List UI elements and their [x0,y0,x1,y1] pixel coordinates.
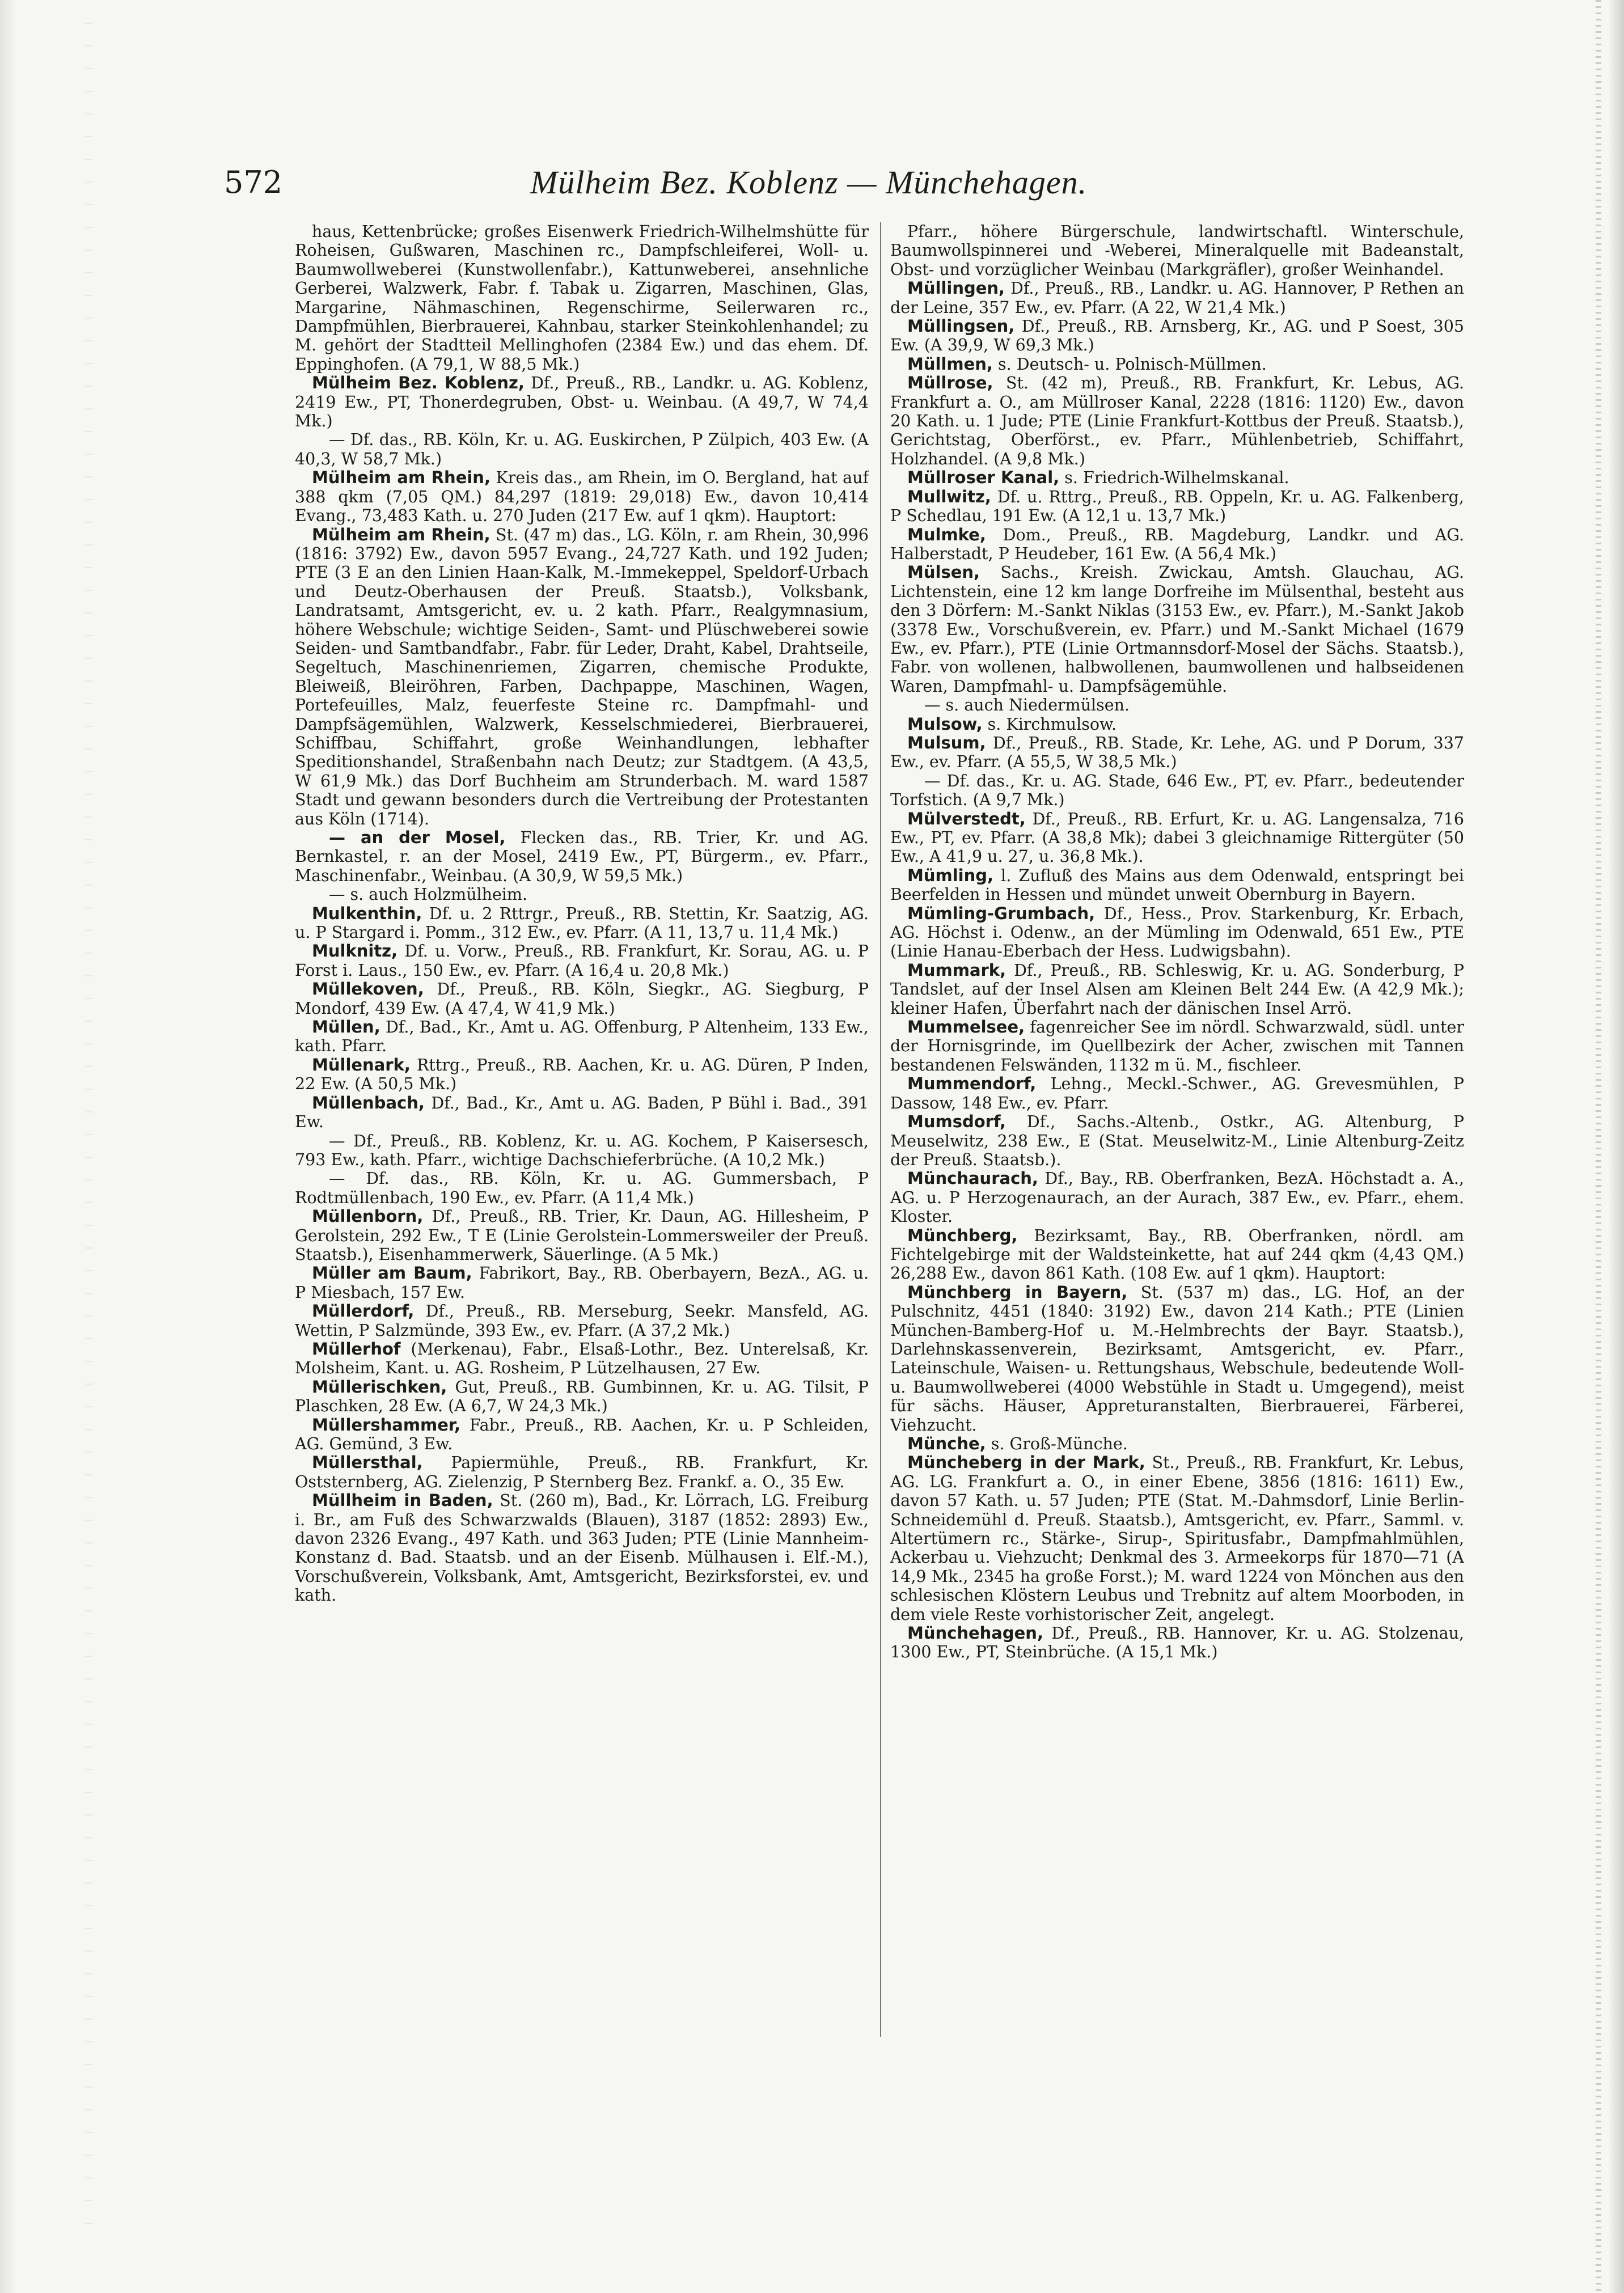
entry-text: Rttrg., Preuß., RB. Aachen, Kr. u. AG. Düren, P Inden, 22 Ew. (A 50,5 Mk.) [295,1055,869,1094]
entry-text: s. Groß-Münche. [991,1435,1128,1453]
entry-text: Df., Bay., RB. Oberfranken, BezA. Höchstadt a. A., AG. u. P Herzogenaurach, an der Aurach, 387 Ew., ev. Pfarr., ehem. Kloster. [890,1169,1464,1226]
entry-text: Df., Preuß., RB. Schleswig, Kr. u. AG. Sonderburg, P Tandslet, auf der Insel Alsen am Kleinen Belt 244 Ew. (A 42,9 Mk.); kleiner Hafen, Überfahrt nach der dänischen Insel Arrö. [890,961,1464,1018]
entry-text: Bezirksamt, Bay., RB. Oberfranken, nördl. am Fichtelgebirge mit der Waldsteinkette, hat auf 244 qkm (4,43 QM.) 26,288 Ew., davon 861 Kath. (108 Ew. auf 1 qkm). Hauptort: [890,1226,1464,1283]
entry-headword: Mülsen, [907,562,980,582]
gutter-marks [85,23,93,2234]
dictionary-entry [890,279,1464,317]
entry-text: Lehng., Meckl.-Schwer., AG. Grevesmühlen, P Dassow, 148 Ew., ev. Pfarr. [890,1074,1464,1112]
entry-text: — Df. das., RB. Köln, Kr. u. AG. Euskirchen, P Zülpich, 403 Ew. (A 40,3, W 58,7 Mk.) [295,430,869,468]
dictionary-entry [295,885,869,904]
entry-text: Df., Bad., Kr., Amt u. AG. Baden, P Bühl i. Bad., 391 Ew. [295,1093,869,1132]
page-edge-shadow [1596,0,1601,2293]
entry-text: Df., Preuß., RB. Arnsberg, Kr., AG. und P Soest, 305 Ew. (A 39,9, W 69,3 Mk.) [890,317,1464,355]
dictionary-entry [295,1018,869,1056]
entry-headword: Münchberg in Bayern, [907,1282,1128,1302]
entry-text: Sachs., Kreish. Zwickau, Amtsh. Glauchau, AG. Lichtenstein, eine 12 km lange Dorfreihe im Mülsenthal, besteht aus den 3 Dörfern: M.-Sankt Niklas (3153 Ew., ev. Pfarr.), M.-Sankt Jakob (3378 Ew., Vorschußverein, ev. Pfarr.) und M.-Sankt Michael (1679 Ew., ev. Pfarr.), PTE (Linie Ortmannsdorf-Mosel der Sächs. Staatsb.), Fabr. von wollenen, halbwollenen, baumwollenen und halbseidenen Waren, Dampfmahl- u. Dampfsägemühle. [890,563,1464,696]
entry-headword: Münchberg, [907,1225,1018,1245]
entry-text: St. (537 m) das., LG. Hof, an der Pulschnitz, 4451 (1840: 3192) Ew., davon 214 Kath.; PTE (Linien München-Bamberg-Hof u. M.-Helmbrechts der Bayr. Staatsb.), Darlehnskassenverein, Bezirksamt, Amtsgericht, ev. Pfarr., Lateinschule, Waisen- u. Rettungshaus, Webschule, bedeutende Woll- u. Baumwollweberei (4000 Webstühle in Stadt u. Umgegend), meist für sächs. Häuser, Appreturanstalten, Bierbrauerei, Färberei, Viehzucht. [890,1283,1464,1435]
entry-text: s. Friedrich-Wilhelmskanal. [1064,468,1289,488]
dictionary-entry [890,1074,1464,1112]
dictionary-entry [890,810,1464,866]
entry-text: Gut, Preuß., RB. Gumbinnen, Kr. u. AG. Tilsit, P Plaschken, 28 Ew. (A 6,7, W 24,3 Mk.) [295,1377,869,1416]
entry-headword: Müllrose, [907,373,993,393]
entry-text: Pfarr., höhere Bürgerschule, landwirtschaftl. Winterschule, Baumwollspinnerei und -Weberei, Mineralquelle mit Badeanstalt, Obst- und vorzüglicher Weinbau (Markgräfler), großer Weinhandel. [890,222,1464,279]
entry-text: Fabr., Preuß., RB. Aachen, Kr. u. P Schleiden, AG. Gemünd, 3 Ew. [295,1415,869,1453]
entry-text: — Df., Preuß., RB. Koblenz, Kr. u. AG. Kochem, P Kaisersesch, 793 Ew., kath. Pfarr., wichtige Dachschieferbrüche. (A 10,2 Mk.) [295,1131,869,1169]
entry-headword: Müllheim in Baden, [312,1491,493,1511]
entry-text: St., Preuß., RB. Frankfurt, Kr. Lebus, AG. LG. Frankfurt a. O., in einer Ebene, 3856 (1816: 1611) Ew., davon 57 Kath. u. 57 Juden; PTE (Stat. M.-Dahmsdorf, Linie Berlin-Schneidemühl d. Preuß. Staatsb.), Amtsgericht, ev. Pfarr., Samml. v. Altertümern rc., Stärke-, Sirup-, Spiritusfabr., Dampfmahlmühlen, Ackerbau u. Viehzucht; Denkmal des 3. Armeekorps für 1870—71 (A 14,9 Mk., 2345 ha große Forst.); M. ward 1224 von Mönchen aus den schlesischen Klöstern Leubus und Trebnitz auf altem Moorboden, in dem viele Reste vorhistorischer Zeit, angelegt. [890,1453,1464,1624]
dictionary-entry [295,1132,869,1170]
entry-text: St. (260 m), Bad., Kr. Lörrach, LG. Freiburg i. Br., am Fuß des Schwarzwalds (Blauen), 3187 (1852: 2893) Ew., davon 2326 Evang., 497 Kath. und 363 Juden; PTE (Linie Mannheim-Konstanz d. Bad. Staatsb. und an der Eisenb. Mülhausen i. Elf.-M.), Vorschußverein, Volksbank, Amt, Amtsgericht, Bezirksforstei, ev. und kath. [295,1491,869,1605]
dictionary-entry [890,374,1464,468]
right-column [890,222,1464,2037]
entry-text: — s. auch Holzmülheim. [329,885,528,904]
entry-headword: Mummendorf, [907,1074,1037,1094]
entry-headword: Mummark, [907,960,1006,980]
dictionary-entry [295,1094,869,1132]
dictionary-entry [890,355,1464,374]
entry-headword: Mulsum, [907,733,986,752]
entry-headword: Müllenark, [312,1055,411,1074]
dictionary-entry [890,715,1464,734]
entry-headword: Müllershammer, [312,1415,460,1435]
entry-text: Df., Preuß., RB., Landkr. u. AG. Hannover, P Rethen an der Leine, 357 Ew., ev. Pfarr. (A 22, W 21,4 Mk.) [890,279,1464,317]
dictionary-entry [890,317,1464,355]
entry-headword: Müllerhof [312,1339,401,1359]
entry-headword: Münche, [907,1434,986,1453]
entry-text: Kreis das., am Rhein, im O. Bergland, hat auf 388 qkm (7,05 QM.) 84,297 (1819: 29,018) Ew., davon 10,414 Evang., 73,483 Kath. u. 270 Juden (217 Ew. auf 1 qkm). Hauptort: [295,468,869,526]
dictionary-entry [890,772,1464,810]
entry-text: l. Zufluß des Mains aus dem Odenwald, entspringt bei Beerfelden in Hessen und mündet unweit Obernburg in Bayern. [890,866,1464,904]
dictionary-entry [295,374,869,430]
dictionary-entry [295,468,869,525]
entry-text: Df., Bad., Kr., Amt u. AG. Offenburg, P Altenheim, 133 Ew., kath. Pfarr. [295,1018,869,1056]
entry-text: Dom., Preuß., RB. Magdeburg, Landkr. und AG. Halberstadt, P Heudeber, 161 Ew. (A 56,4 Mk.) [890,525,1464,563]
entry-text: Df., Preuß., RB. Hannover, Kr. u. AG. Stolzenau, 1300 Ew., PT, Steinbrüche. (A 15,1 Mk.) [890,1624,1464,1662]
entry-headword: Mülverstedt, [907,809,1026,828]
entry-text: s. Deutsch- u. Polnisch-Müllmen. [998,354,1267,374]
dictionary-entry [890,866,1464,904]
entry-headword: Müllerischken, [312,1377,447,1397]
dictionary-entry [295,942,869,980]
entry-text: haus, Kettenbrücke; großes Eisenwerk Friedrich-Wilhelmshütte für Roheisen, Gußwaren, Maschinen rc., Dampfschleiferei, Woll- u. Baumwollweberei (Kunstwollenfabr.), Kattunweberei, ansehnliche Gerberei, Walzwerk, Fabr. f. Tabak u. Zigarren, Maschinen, Glas, Margarine, Nähmaschinen, Regenschirme, Seilerwaren rc., Dampfmühlen, Bierbrauerei, Kahnbau, starker Steinkohlenhandel; zu M. gehört der Stadtteil Mellinghofen (2384 Ew.) und das ehem. Df. Eppinghofen. (A 79,1, W 88,5 Mk.) [295,222,869,374]
entry-headword: Mumsdorf, [907,1112,1006,1132]
entry-text: Df., Preuß., RB. Stade, Kr. Lehe, AG. und P Dorum, 337 Ew., ev. Pfarr. (A 55,5, W 38,5 Mk.) [890,733,1464,772]
dictionary-entry [295,1264,869,1302]
entry-text: Df. u. Rttrg., Preuß., RB. Oppeln, Kr. u. AG. Falkenberg, P Schedlau, 191 Ew. (A 12,1 u. 13,7 Mk.) [890,487,1464,526]
entry-headword: Müllersthal, [312,1453,423,1473]
entry-headword: Müllingsen, [907,316,1015,336]
page-number: 572 [224,164,283,200]
running-head-title: Mülheim Bez. Koblenz — Münchehagen. [530,164,1088,201]
entry-headword: Mulsow, [907,714,983,734]
dictionary-entry [295,1453,869,1491]
entry-text: — Df. das., Kr. u. AG. Stade, 646 Ew., PT, ev. Pfarr., bedeutender Torfstich. (A 9,7 Mk.) [890,771,1464,810]
entry-text: Df. u. Vorw., Preuß., RB. Frankfurt, Kr. Sorau, AG. u. P Forst i. Laus., 150 Ew., ev. Pfarr. (A 16,4 u. 20,8 Mk.) [295,942,869,980]
entry-text: — s. auch Niedermülsen. [924,696,1130,715]
entry-text: Fabrikort, Bay., RB. Oberbayern, BezA., AG. u. P Miesbach, 157 Ew. [295,1264,869,1302]
dictionary-entry [890,1283,1464,1435]
entry-text: St. (42 m), Preuß., RB. Frankfurt, Kr. Lebus, AG. Frankfurt a. O., am Müllroser Kanal, 2228 (1816: 1120) Ew., davon 20 Kath. u. 1 Jude; PTE (Linie Frankfurt-Kottbus der Preuß. Staatsb.), Gerichtstag, Oberförst., ev. Pfarr., Mühlenbetrieb, Schiffahrt, Holzhandel. (A 9,8 Mk.) [890,374,1464,468]
dictionary-entry [890,526,1464,564]
entry-headword: Müncheberg in der Mark, [907,1453,1145,1473]
dictionary-entry [295,1416,869,1454]
entry-text: Df., Preuß., RB. Köln, Siegkr., AG. Siegburg, P Mondorf, 439 Ew. (A 47,4, W 41,9 Mk.) [295,980,869,1018]
entry-text: s. Kirchmulsow. [987,714,1117,734]
dictionary-entry [295,1378,869,1416]
entry-text: Df. u. 2 Rttrgr., Preuß., RB. Stettin, Kr. Saatzig, AG. u. P Stargard i. Pomm., 312 Ew., ev. Pfarr. (A 11, 13,7 u. 11,4 Mk.) [295,904,869,942]
column-divider [880,222,881,2037]
dictionary-entry [295,980,869,1018]
dictionary-entry [890,488,1464,526]
dictionary-entry [295,1056,869,1094]
entry-headword: — an der Mosel, [329,828,506,847]
dictionary-entry [890,734,1464,772]
entry-headword: Mulmke, [907,524,986,544]
entry-headword: Mulkenthin, [312,903,422,923]
entry-headword: Müllen, [312,1017,380,1037]
entry-headword: Mülheim Bez. Koblenz, [312,373,525,393]
dictionary-entry [890,563,1464,696]
dictionary-entry [890,1624,1464,1662]
scan-edge-left [0,0,16,2293]
dictionary-entry [890,1169,1464,1226]
dictionary-entry [890,696,1464,714]
entry-headword: Müllmen, [907,354,993,374]
dictionary-entry [295,222,869,374]
entry-headword: Müllerdorf, [312,1301,415,1321]
entry-headword: Münchaurach, [907,1169,1038,1188]
left-column [295,222,869,2037]
entry-text: Df., Preuß., RB., Landkr. u. AG. Koblenz, 2419 Ew., PT, Thonerdegruben, Obst- u. Weinbau. (A 49,7, W 74,4 Mk.) [295,374,869,431]
entry-headword: Mülheim am Rhein, [312,468,490,488]
entry-headword: Müllenbach, [312,1093,425,1112]
dictionary-entry [295,1340,869,1378]
entry-text: Df., Sachs.-Altenb., Ostkr., AG. Altenburg, P Meuselwitz, 238 Ew., E (Stat. Meuselwitz-M., Linie Altenburg-Zeitz der Preuß. Staatsb.). [890,1112,1464,1169]
dictionary-entry [890,961,1464,1018]
running-head [224,164,1185,210]
entry-text: Df., Preuß., RB. Erfurt, Kr. u. AG. Langensalza, 716 Ew., PT, ev. Pfarr. (A 38,8 Mk); dabei 3 gleichnamige Rittergüter (50 Ew., A 41,9 u. 27, u. 36,8 Mk.). [890,809,1464,866]
entry-headword: Müllroser Kanal, [907,468,1060,488]
entry-text: (Merkenau), Fabr., Elsaß-Lothr., Bez. Unterelsaß, Kr. Molsheim, Kant. u. AG. Rosheim, P Lützelhausen, 27 Ew. [295,1339,869,1378]
dictionary-entry [890,1453,1464,1624]
dictionary-entry [890,1226,1464,1283]
scan-edge-right [1608,0,1624,2293]
dictionary-entry [295,1302,869,1340]
dictionary-entry [295,526,869,829]
dictionary-entry [890,222,1464,279]
dictionary-entry [295,1207,869,1264]
entry-headword: Mülheim am Rhein, [312,524,490,544]
entry-headword: Mümling-Grumbach, [907,903,1096,923]
dictionary-entry [890,1018,1464,1074]
dictionary-entry [890,468,1464,487]
entry-text: Flecken das., RB. Trier, Kr. und AG. Bernkastel, r. an der Mosel, 2419 Ew., PT, Bürgerm., ev. Pfarr., Maschinenfabr., Weinbau. (A 30,9, W 59,5 Mk.) [295,828,869,885]
entry-headword: Mummelsee, [907,1017,1025,1037]
entry-headword: Mulknitz, [312,941,398,961]
dictionary-entry [295,904,869,942]
entry-text: St. (47 m) das., LG. Köln, r. am Rhein, 30,996 (1816: 3792) Ew., davon 5957 Evang., 24,727 Kath. und 192 Juden; PTE (3 E an den Linien Haan-Kalk, M.-Immekeppel, Speldorf-Urbach und Deutz-Oberhausen der Preuß. Staatsb.), Volksbank, Landratsamt, Amtsgericht, ev. u. 2 kath. Pfarr., Realgymnasium, höhere Webschule; wichtige Seiden-, Samt- und Plüschweberei sowie Seiden- und Samtbandfabr., Fabr. für Leder, Draht, Kabel, Drahtseile, Segeltuch, Maschinenriemen, Zigarren, chemische Produkte, Bleiweiß, Bleiröhren, Farben, Dachpappe, Maschinen, Wagen, Portefeuilles, Malz, feuerfeste Steine rc. Dampfmahl- und Dampfsägemühlen, Walzwerk, Kesselschmiederei, Bierbrauerei, Schiffbau, Schiffahrt, große Weinhandlungen, lebhafter Speditionshandel, Straßenbahn nach Deutz; zur Stadtgem. (A 43,5, W 61,9 Mk.) das Dorf Buchheim am Strunderbach. M. ward 1587 Stadt und gewann besonders durch die Vertreibung der Protestanten aus Köln (1714). [295,525,869,828]
entry-text: Df., Hess., Prov. Starkenburg, Kr. Erbach, AG. Höchst i. Odenw., an der Mümling im Odenwald, 651 Ew., PTE (Linie Hanau-Eberbach der Hess. Ludwigsbahn). [890,904,1464,961]
entry-text: — Df. das., RB. Köln, Kr. u. AG. Gummersbach, P Rodtmüllenbach, 190 Ew., ev. Pfarr. (A 11,4 Mk.) [295,1169,869,1207]
dictionary-entry [295,1169,869,1207]
entry-text: fagenreicher See im nördl. Schwarzwald, südl. unter der Hornisgrinde, im Quellbezirk der Acher, zwischen mit Tannen bestandenen Felswänden, 1132 m ü. M., fischleer. [890,1018,1464,1074]
dictionary-entry [890,1112,1464,1169]
entry-headword: Münchehagen, [907,1623,1043,1643]
dictionary-entry [295,1491,869,1605]
dictionary-entry [295,430,869,468]
entry-text: Df., Preuß., RB. Trier, Kr. Daun, AG. Hillesheim, P Gerolstein, 292 Ew., T E (Linie Gerolstein-Lommersweiler der Preuß. Staatsb.), Eisenhammerwerk, Säuerlinge. (A 5 Mk.) [295,1207,869,1264]
dictionary-entry [890,904,1464,961]
entry-text: Df., Preuß., RB. Merseburg, Seekr. Mansfeld, AG. Wettin, P Salzmünde, 393 Ew., ev. Pfarr. (A 37,2 Mk.) [295,1302,869,1340]
entry-headword: Müllingen, [907,278,1005,298]
entry-headword: Mümling, [907,865,994,885]
dictionary-entry [295,828,869,885]
entry-headword: Mullwitz, [907,486,991,506]
entry-text: Papiermühle, Preuß., RB. Frankfurt, Kr. Oststernberg, AG. Zielenzig, P Sternberg Bez. Frankf. a. O., 35 Ew. [295,1453,869,1491]
entry-headword: Müllenborn, [312,1207,424,1226]
entry-headword: Müller am Baum, [312,1263,472,1283]
entry-headword: Müllekoven, [312,979,424,999]
dictionary-entry [890,1435,1464,1453]
